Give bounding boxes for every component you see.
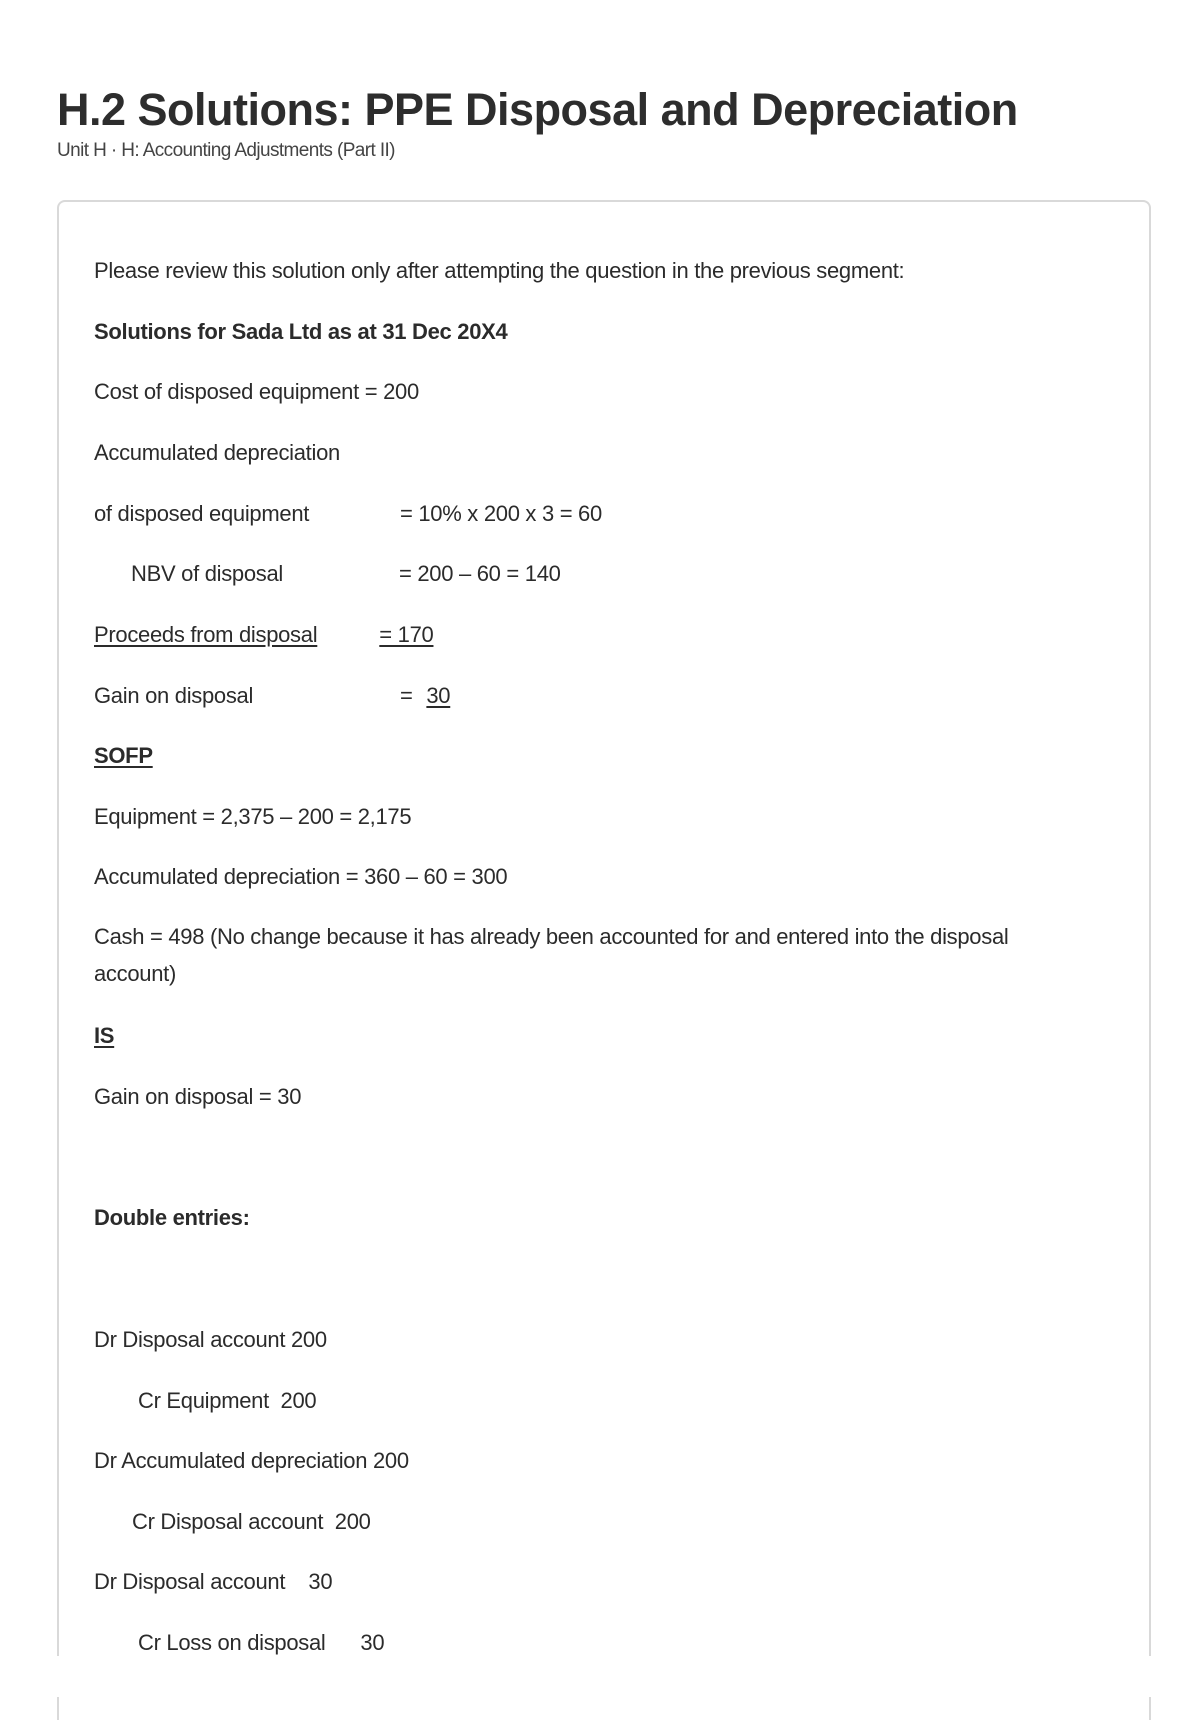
page-title: H.2 Solutions: PPE Disposal and Depreciation: [57, 84, 1018, 135]
entry-3-debit: Dr Disposal account 30: [94, 1569, 333, 1594]
gain-equals: =: [400, 683, 413, 708]
disposed-equipment-value: = 10% x 200 x 3 = 60: [400, 501, 602, 526]
nbv-label: NBV of disposal: [131, 561, 284, 586]
gain-row: [94, 681, 894, 711]
proceeds-row: [94, 620, 464, 650]
entry-2-debit: Dr Accumulated depreciation 200: [94, 1448, 409, 1473]
gain-value: 30: [426, 683, 451, 708]
cost-of-disposed-equipment: Cost of disposed equipment = 200: [94, 379, 419, 404]
breadcrumb: Unit H · H: Accounting Adjustments (Part II): [57, 140, 395, 161]
sofp-heading: SOFP: [94, 743, 153, 768]
nbv-value: = 200 – 60 = 140: [399, 561, 561, 586]
sofp-accumulated-depreciation: Accumulated depreciation = 360 – 60 = 300: [94, 864, 508, 889]
sofp-cash: Cash = 498 (No change because it has already been accounted for and entered into the disposal account): [94, 924, 1009, 986]
solutions-heading: Solutions for Sada Ltd as at 31 Dec 20X4: [94, 319, 508, 344]
disposed-equipment-label: of disposed equipment: [94, 501, 310, 526]
is-gain-on-disposal: Gain on disposal = 30: [94, 1084, 302, 1109]
accumulated-depreciation-label: Accumulated depreciation: [94, 440, 340, 465]
entry-1-credit: Cr Equipment 200: [138, 1388, 317, 1413]
proceeds-value: = 170: [379, 622, 434, 647]
page-bottom-margin: [0, 1656, 1200, 1697]
entry-2-credit: Cr Disposal account 200: [132, 1509, 371, 1534]
intro-text: Please review this solution only after attempting the question in the previous segment:: [94, 258, 905, 283]
proceeds-label: Proceeds from disposal: [94, 622, 318, 647]
double-entries-heading: Double entries:: [94, 1205, 250, 1230]
is-heading: IS: [94, 1023, 115, 1048]
entry-1-debit: Dr Disposal account 200: [94, 1327, 327, 1352]
nbv-row: [131, 559, 931, 589]
disposed-equipment-row: [94, 499, 894, 529]
gain-label: Gain on disposal: [94, 683, 254, 708]
sofp-equipment: Equipment = 2,375 – 200 = 2,175: [94, 804, 412, 829]
entry-3-credit: Cr Loss on disposal 30: [138, 1630, 385, 1655]
